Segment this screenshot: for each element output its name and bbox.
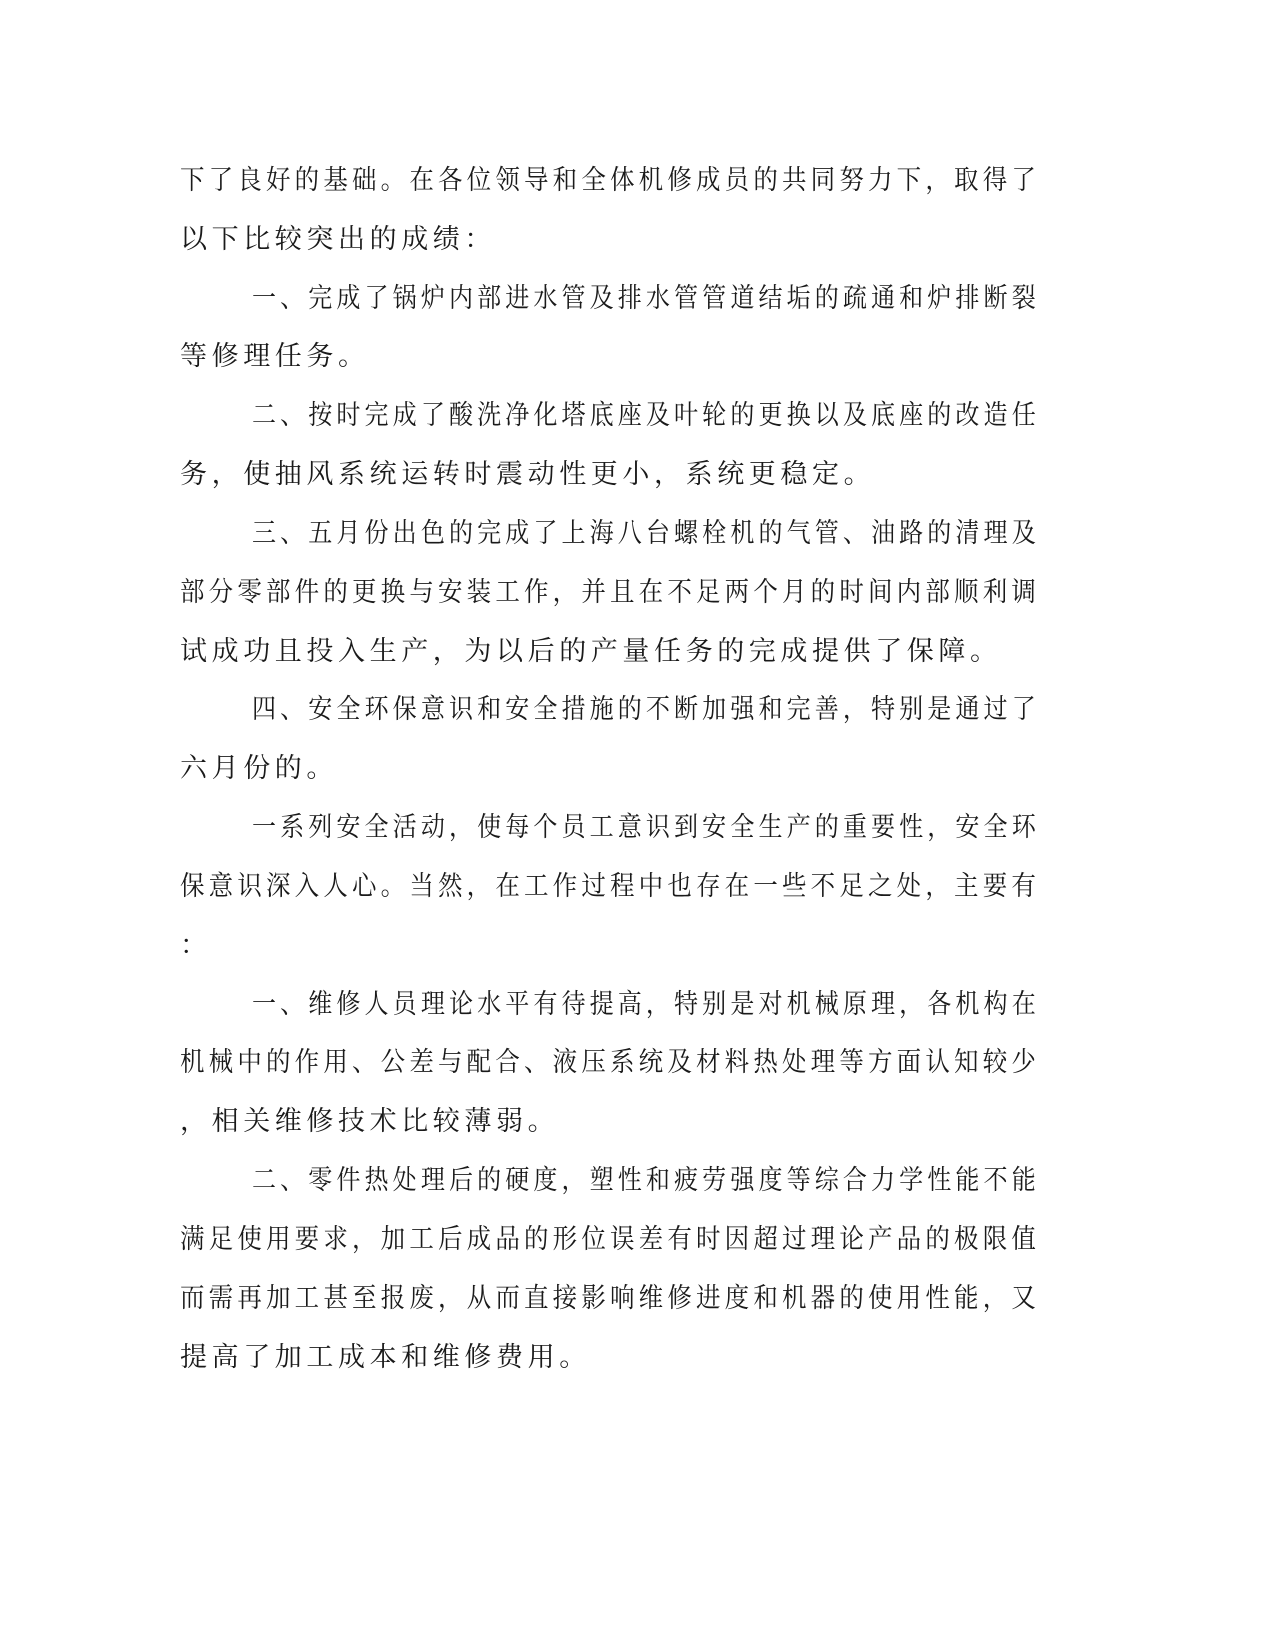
text-line-19: 满足使用要求，加工后成品的形位误差有时因超过理论产品的极限值 (180, 1224, 1041, 1255)
text-line-13: 保意识深入人心。当然，在工作过程中也存在一些不足之处，主要有 (180, 871, 1041, 902)
text-line-15: 一、维修人员理论水平有待提高，特别是对机械原理，各机构在 (252, 989, 1040, 1020)
text-line-9: 试成功且投入生产，为以后的产量任务的完成提供了保障。 (180, 636, 1002, 667)
text-line-16: 机械中的作用、公差与配合、液压系统及材料热处理等方面认知较少 (180, 1047, 1041, 1078)
text-line-3: 一、完成了锅炉内部进水管及排水管管道结垢的疏通和炉排断裂 (252, 283, 1040, 314)
text-line-5: 二、按时完成了酸洗净化塔底座及叶轮的更换以及底座的改造任 (252, 400, 1040, 431)
text-line-4: 等修理任务。 (180, 341, 370, 372)
text-line-20: 而需再加工甚至报废，从而直接影响维修进度和机器的使用性能，又 (180, 1283, 1041, 1314)
text-line-12: 一系列安全活动，使每个员工意识到安全生产的重要性，安全环 (252, 812, 1040, 843)
text-line-18: 二、零件热处理后的硬度，塑性和疲劳强度等综合力学性能不能 (252, 1165, 1040, 1196)
text-line-8: 部分零部件的更换与安装工作，并且在不足两个月的时间内部顺利调 (180, 577, 1041, 608)
text-line-10: 四、安全环保意识和安全措施的不断加强和完善，特别是通过了 (252, 694, 1040, 725)
text-line-17: ，相关维修技术比较薄弱。 (180, 1106, 560, 1137)
text-line-1: 下了良好的基础。在各位领导和全体机修成员的共同努力下，取得了 (180, 165, 1041, 196)
text-line-14: ： (180, 930, 212, 961)
text-line-7: 三、五月份出色的完成了上海八台螺栓机的气管、油路的清理及 (252, 518, 1040, 549)
text-line-11: 六月份的。 (180, 753, 338, 784)
text-line-21: 提高了加工成本和维修费用。 (180, 1342, 591, 1373)
text-line-6: 务，使抽风系统运转时震动性更小，系统更稳定。 (180, 459, 876, 490)
text-line-2: 以下比较突出的成绩： (180, 224, 496, 255)
